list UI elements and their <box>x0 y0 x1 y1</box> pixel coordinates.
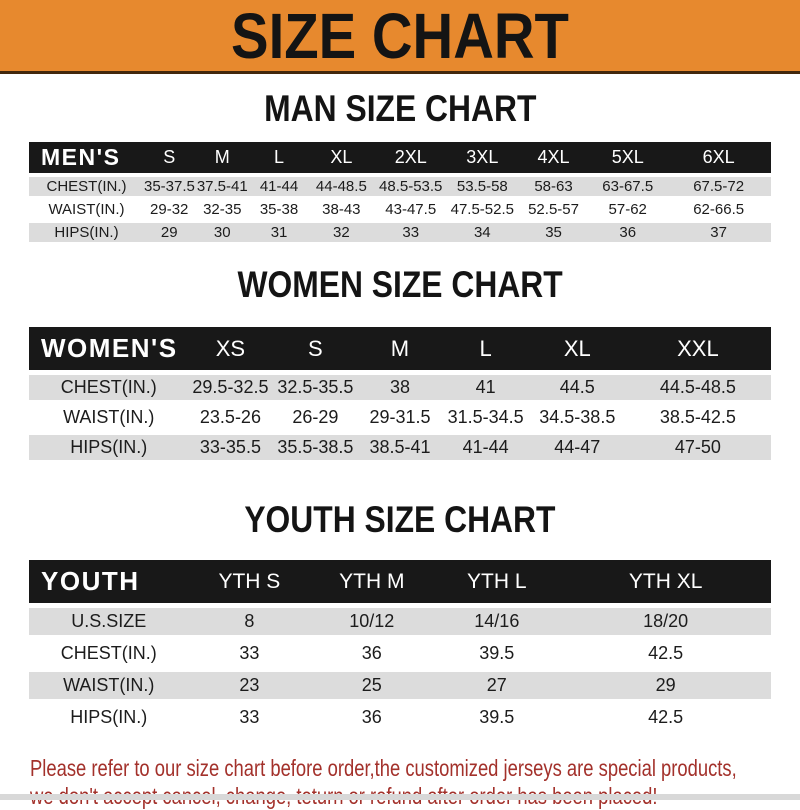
size-column-header: 4XL <box>518 142 589 173</box>
table-row <box>29 704 771 731</box>
size-value-cell: 47-50 <box>625 435 771 460</box>
size-value-cell: 34.5-38.5 <box>539 407 616 427</box>
size-value-cell: 29.5-32.5 <box>189 375 273 400</box>
size-value-cell: 29-31.5 <box>369 407 431 427</box>
size-value-cell: 41 <box>442 375 530 400</box>
size-value-cell: 44-47 <box>530 435 625 460</box>
size-value-cell: 26-29 <box>292 407 339 427</box>
size-value-cell: 44-48.5 <box>308 177 375 196</box>
size-value-cell: 33 <box>239 643 260 663</box>
size-column-header: YTH XL <box>560 560 771 603</box>
size-value-cell: 39.5 <box>479 707 515 727</box>
size-chart-banner <box>0 0 800 74</box>
row-label-cell: HIPS(IN.) <box>29 435 189 460</box>
size-column-header: XS <box>189 327 273 370</box>
women-size-table <box>29 322 771 465</box>
size-value-cell: 23.5-26 <box>199 407 261 427</box>
size-value-cell: 33-35.5 <box>189 435 273 460</box>
size-column-header: M <box>194 142 250 173</box>
row-label-cell: CHEST(IN.) <box>29 177 144 196</box>
men-section-title-text: MAN SIZE CHART <box>263 88 537 129</box>
size-value-cell: 35-37.5 <box>144 178 195 195</box>
header-row <box>29 327 771 370</box>
size-column-header: YTH S <box>189 560 311 603</box>
size-value-cell: 47.5-52.5 <box>450 201 514 218</box>
size-value-cell: 32 <box>308 223 375 242</box>
size-value-cell: 38.5-41 <box>358 435 441 460</box>
size-column-header: XXL <box>625 327 771 370</box>
women-section-title <box>0 264 800 305</box>
table-row <box>29 375 771 400</box>
size-value-cell: 39.5 <box>479 643 515 663</box>
size-value-cell: 41-44 <box>250 177 308 196</box>
table-row <box>29 435 771 460</box>
size-column-header: S <box>272 327 358 370</box>
size-value-cell: 38-43 <box>322 201 361 218</box>
size-value-cell: 42.5 <box>648 707 684 727</box>
table-title-cell: WOMEN'S <box>29 327 189 370</box>
size-value-cell: 31.5-34.5 <box>447 407 524 427</box>
size-value-cell: 37.5-41 <box>194 177 250 196</box>
size-value-cell: 14/16 <box>433 608 560 635</box>
size-column-header: L <box>250 142 308 173</box>
size-value-cell: 44.5 <box>530 375 625 400</box>
size-value-cell: 30 <box>194 223 250 242</box>
size-value-cell: 63-67.5 <box>589 177 666 196</box>
size-value-cell: 67.5-72 <box>666 177 771 196</box>
size-column-header: M <box>358 327 441 370</box>
table-row <box>29 405 771 430</box>
table-row <box>29 200 771 219</box>
size-value-cell: 8 <box>189 608 311 635</box>
size-value-cell: 53.5-58 <box>447 177 518 196</box>
size-value-cell: 35-38 <box>259 201 299 218</box>
header-row <box>29 142 771 173</box>
size-value-cell: 35 <box>518 223 589 242</box>
page-title: SIZE CHART <box>231 0 569 72</box>
size-value-cell: 44.5-48.5 <box>625 375 771 400</box>
youth-section-title-text: YOUTH SIZE CHART <box>244 499 556 540</box>
row-label-cell: U.S.SIZE <box>29 608 189 635</box>
size-value-cell: 10/12 <box>310 608 433 635</box>
size-value-cell: 29 <box>144 223 194 242</box>
row-label-cell: HIPS(IN.) <box>70 707 148 727</box>
row-label-cell: WAIST(IN.) <box>48 201 125 218</box>
size-value-cell: 62-66.5 <box>693 201 745 218</box>
table-title-cell: YOUTH <box>29 560 189 603</box>
row-label-cell: WAIST(IN.) <box>63 407 155 427</box>
youth-size-table <box>29 555 771 736</box>
table-row <box>29 223 771 242</box>
row-label-cell: CHEST(IN.) <box>60 643 157 663</box>
size-value-cell: 29-32 <box>150 201 189 218</box>
size-value-cell: 18/20 <box>560 608 771 635</box>
row-label-cell: WAIST(IN.) <box>29 672 189 699</box>
men-size-table <box>29 138 771 246</box>
size-column-header: YTH M <box>310 560 433 603</box>
size-column-header: 3XL <box>447 142 518 173</box>
size-value-cell: 33 <box>239 707 260 727</box>
disclaimer-line-1: Please refer to our size chart before order,the customized jerseys are special products, <box>30 755 737 781</box>
bottom-edge-strip <box>0 794 800 800</box>
size-value-cell: 42.5 <box>648 643 684 663</box>
size-column-header: L <box>442 327 530 370</box>
size-value-cell: 52.5-57 <box>528 201 579 218</box>
size-column-header: 5XL <box>589 142 666 173</box>
youth-section-title <box>0 499 800 540</box>
size-column-header: XL <box>530 327 625 370</box>
size-value-cell: 38.5-42.5 <box>659 407 736 427</box>
size-value-cell: 43-47.5 <box>385 201 437 218</box>
size-value-cell: 23 <box>189 672 311 699</box>
size-column-header: YTH L <box>433 560 560 603</box>
size-value-cell: 25 <box>310 672 433 699</box>
size-value-cell: 57-62 <box>608 201 647 218</box>
size-value-cell: 37 <box>666 223 771 242</box>
table-row <box>29 608 771 635</box>
women-section-title-text: WOMEN SIZE CHART <box>237 264 563 305</box>
size-value-cell: 38 <box>358 375 441 400</box>
size-value-cell: 36 <box>361 643 382 663</box>
size-value-cell: 29 <box>560 672 771 699</box>
row-label-cell: HIPS(IN.) <box>29 223 144 242</box>
size-value-cell: 48.5-53.5 <box>375 177 447 196</box>
size-column-header: 2XL <box>375 142 447 173</box>
header-row <box>29 560 771 603</box>
row-label-cell: CHEST(IN.) <box>29 375 189 400</box>
size-column-header: XL <box>308 142 375 173</box>
size-value-cell: 27 <box>433 672 560 699</box>
size-value-cell: 33 <box>375 223 447 242</box>
table-title-cell: MEN'S <box>29 142 144 173</box>
size-value-cell: 32-35 <box>203 201 242 218</box>
order-disclaimer <box>30 754 800 810</box>
size-value-cell: 31 <box>250 223 308 242</box>
size-value-cell: 35.5-38.5 <box>272 435 358 460</box>
size-value-cell: 32.5-35.5 <box>272 375 358 400</box>
table-row <box>29 640 771 667</box>
table-row <box>29 672 771 699</box>
size-column-header: 6XL <box>666 142 771 173</box>
table-row <box>29 177 771 196</box>
size-value-cell: 58-63 <box>518 177 589 196</box>
men-section-title <box>0 88 800 129</box>
size-value-cell: 41-44 <box>442 435 530 460</box>
size-value-cell: 36 <box>361 707 382 727</box>
size-value-cell: 34 <box>447 223 518 242</box>
size-value-cell: 36 <box>589 223 666 242</box>
size-column-header: S <box>144 142 194 173</box>
